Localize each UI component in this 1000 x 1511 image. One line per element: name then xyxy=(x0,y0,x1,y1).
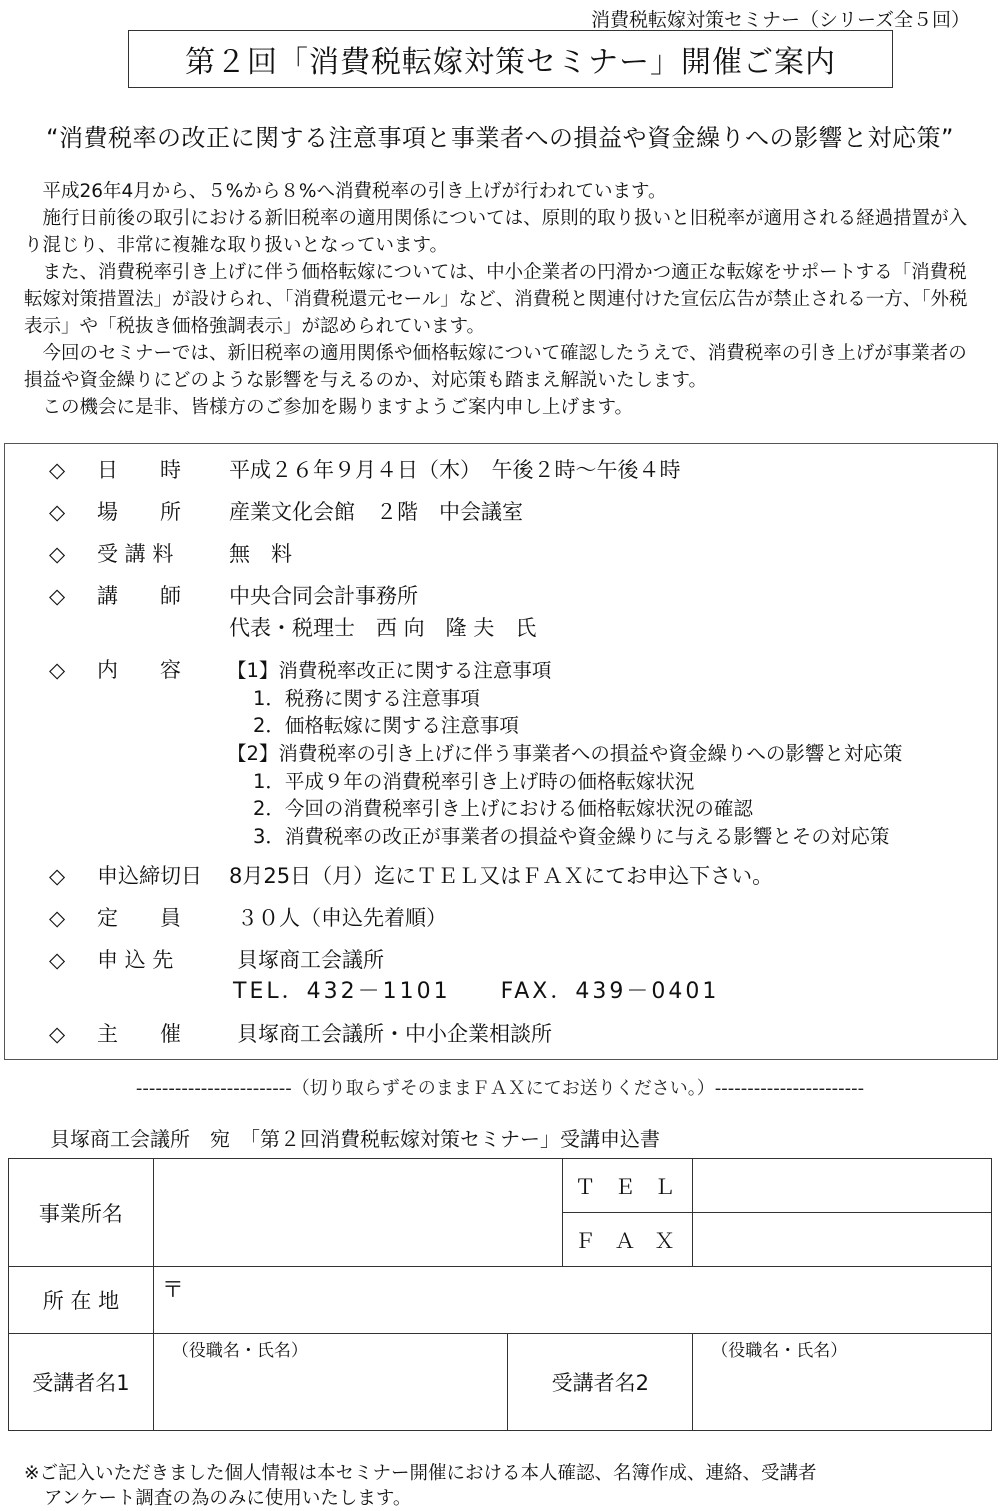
diamond-icon: ◇ xyxy=(49,458,66,482)
detail-place xyxy=(49,496,523,526)
diamond-icon: ◇ xyxy=(49,542,66,566)
intro-paragraph: 施行日前後の取引における新旧税率の適用関係については、原則的取り扱いと旧税率が適用される経過措置が入り混じり、非常に複雑な取り扱いとなっています。 xyxy=(24,208,968,256)
intro-paragraph: 平成26年4月から、５%から８%へ消費税率の引き上げが行われています。 xyxy=(42,181,667,202)
detail-label: 主 催 xyxy=(97,1022,181,1046)
detail-value: 貝塚商工会議所 xyxy=(237,948,384,972)
diamond-icon: ◇ xyxy=(49,1022,66,1046)
detail-value: 8月25日（月）迄にＴＥＬ又はＦＡＸにてお申込下さい。 xyxy=(229,864,774,888)
diamond-icon: ◇ xyxy=(49,658,66,682)
detail-apply xyxy=(49,944,384,974)
tel-field[interactable] xyxy=(693,1159,992,1213)
role-hint: （役職名・氏名） xyxy=(711,1340,848,1361)
detail-lecturer xyxy=(49,580,418,610)
attendee2-field[interactable] xyxy=(693,1333,992,1430)
business-name-label: 事業所名 xyxy=(9,1159,154,1267)
lecturer-name: 代表・税理士 西 向 隆 夫 氏 xyxy=(229,616,537,640)
fax-field[interactable] xyxy=(693,1213,992,1267)
privacy-footnote xyxy=(24,1461,817,1511)
form-heading: 貝塚商工会議所 宛 「第２回消費税転嫁対策セミナー」受講申込書 xyxy=(50,1127,660,1151)
detail-host xyxy=(49,1018,552,1048)
attendee1-label: 受講者名1 xyxy=(9,1333,154,1430)
cut-line: ------------------------（切り取らずそのままＦＡＸにてお送りください。）----------------------- xyxy=(135,1078,865,1099)
detail-value: 産業文化会館 ２階 中会議室 xyxy=(229,500,523,524)
page-title: 第２回「消費税転嫁対策セミナー」開催ご案内 xyxy=(128,30,893,88)
attendee1-field[interactable] xyxy=(153,1333,508,1430)
detail-value: 無 料 xyxy=(229,542,292,566)
content-item: 3．消費税率の改正が事業者の損益や資金繰りに与える影響とその対応策 xyxy=(253,825,890,848)
address-field[interactable] xyxy=(153,1267,991,1333)
detail-content xyxy=(49,654,229,684)
detail-fee xyxy=(49,538,292,568)
detail-label: 定 員 xyxy=(97,906,181,930)
diamond-icon: ◇ xyxy=(49,500,66,524)
tel-label: Ｔ Ｅ Ｌ xyxy=(563,1159,693,1213)
content-item: 1．税務に関する注意事項 xyxy=(253,687,480,710)
detail-value: 平成２６年９月４日（木） 午後２時～午後４時 xyxy=(229,458,681,482)
intro-paragraph: 今回のセミナーでは、新旧税率の適用関係や価格転嫁について確認したうえで、消費税率の引き上げが事業者の損益や資金繰りにどのような影響を与えるのか、対応策も踏まえ解説いたします。 xyxy=(24,343,967,391)
detail-label: 申 込 先 xyxy=(97,948,174,972)
content-item: 2．今回の消費税率引き上げにおける価格転嫁状況の確認 xyxy=(253,797,753,820)
attendee2-label: 受講者名2 xyxy=(508,1333,693,1430)
business-name-field[interactable] xyxy=(153,1159,563,1267)
detail-value: 貝塚商工会議所・中小企業相談所 xyxy=(237,1022,552,1046)
footnote-line: ※ご記入いただきました個人情報は本セミナー開催における本人確認、名簿作成、連絡、受講者 xyxy=(24,1463,817,1484)
diamond-icon: ◇ xyxy=(49,864,66,888)
postal-mark-icon: 〒 xyxy=(161,1278,184,1304)
detail-label: 受 講 料 xyxy=(97,542,174,566)
diamond-icon: ◇ xyxy=(49,584,66,608)
role-hint: （役職名・氏名） xyxy=(171,1340,308,1361)
application-form xyxy=(8,1158,992,1431)
intro-text xyxy=(24,178,976,421)
detail-label: 内 容 xyxy=(97,658,181,682)
detail-label: 申込締切日 xyxy=(97,864,202,888)
apply-contact: TEL．432－1101 FAX．439－0401 xyxy=(233,979,720,1004)
intro-paragraph: この機会に是非、皆様方のご参加を賜りますようご案内申し上げます。 xyxy=(42,397,634,418)
detail-capacity xyxy=(49,902,447,932)
subtitle: “消費税率の改正に関する注意事項と事業者への損益や資金繰りへの影響と対応策” xyxy=(46,124,954,152)
address-label: 所 在 地 xyxy=(9,1267,154,1333)
intro-paragraph: また、消費税率引き上げに伴う価格転嫁については、中小企業者の円滑かつ適正な転嫁をサポートする「消費税転嫁対策措置法」が設けられ、「消費税還元セール」など、消費税と関連付けた宣伝広告が禁止される一方、「外税表示」や「税抜き価格強調表示」が認められています。 xyxy=(24,262,968,337)
series-label: 消費税転嫁対策セミナー（シリーズ全５回） xyxy=(590,9,970,31)
diamond-icon: ◇ xyxy=(49,906,66,930)
content-item: 2．価格転嫁に関する注意事項 xyxy=(253,714,519,737)
content-item: 【1】消費税率改正に関する注意事項 xyxy=(227,659,552,682)
detail-value: ３０人（申込先着順） xyxy=(237,906,447,930)
detail-label: 場 所 xyxy=(97,500,181,524)
diamond-icon: ◇ xyxy=(49,948,66,972)
content-item: 1．平成９年の消費税率引き上げ時の価格転嫁状況 xyxy=(253,770,695,793)
footnote-line: アンケート調査の為のみに使用いたします。 xyxy=(44,1488,412,1509)
detail-label: 講 師 xyxy=(97,584,181,608)
detail-deadline xyxy=(49,860,773,890)
detail-label: 日 時 xyxy=(97,458,181,482)
content-item: 【2】消費税率の引き上げに伴う事業者への損益や資金繰りへの影響と対応策 xyxy=(227,742,903,765)
detail-value: 中央合同会計事務所 xyxy=(229,584,418,608)
fax-label: Ｆ Ａ Ｘ xyxy=(563,1213,693,1267)
seminar-details-box xyxy=(4,443,998,1060)
detail-date xyxy=(49,454,681,484)
